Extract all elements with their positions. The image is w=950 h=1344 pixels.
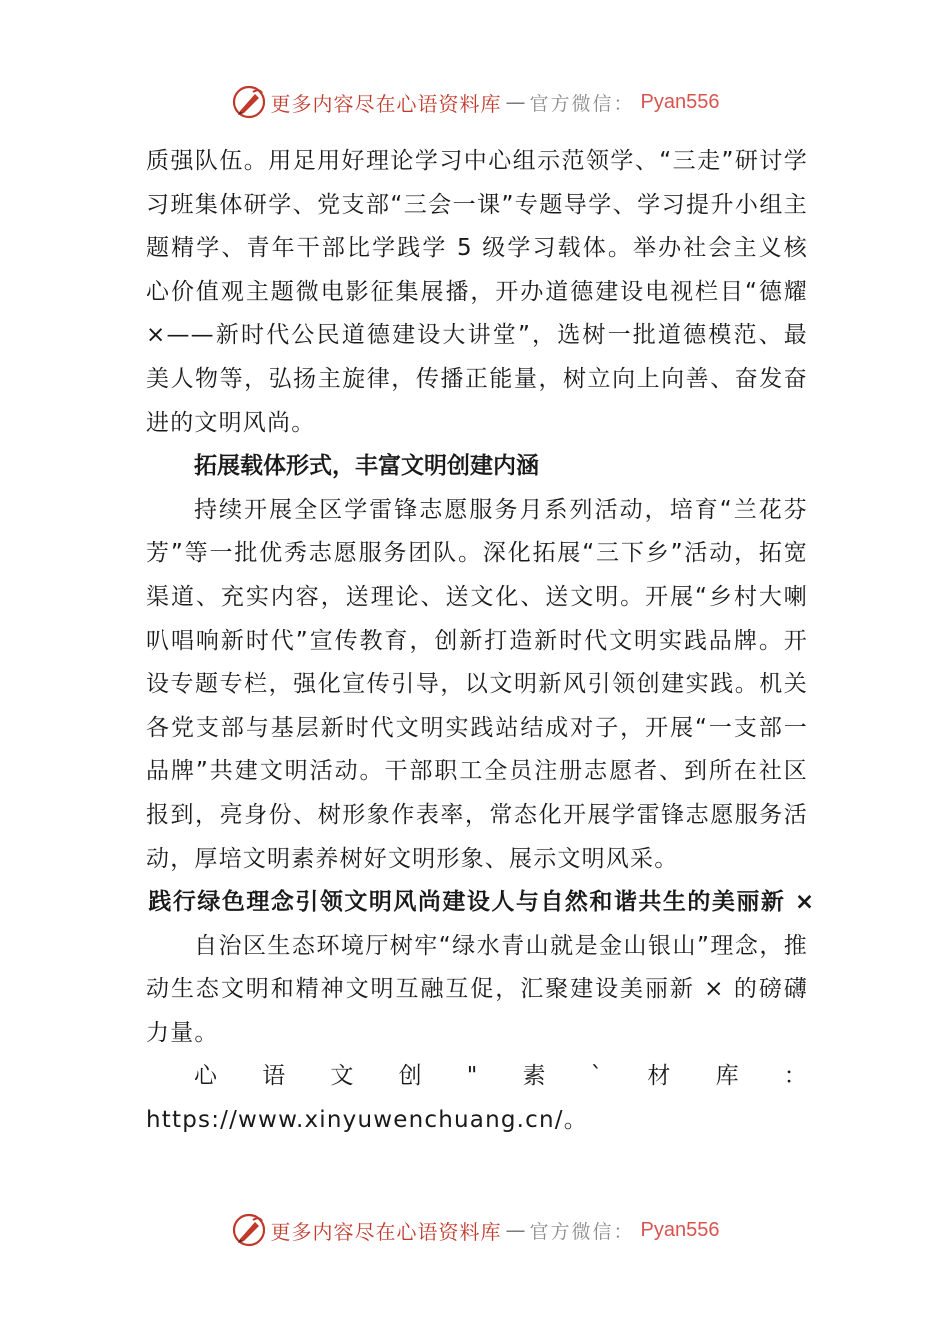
section-title: 践行绿色理念引领文明风尚建设人与自然和谐共生的美丽新 × — [148, 889, 816, 916]
watermark-text: 更多内容尽在心语资料库 — [270, 1219, 502, 1244]
subheading-1: 拓展载体形式，丰富文明创建内涵 — [194, 453, 539, 480]
header-watermark — [0, 82, 950, 122]
document-body — [146, 140, 816, 1143]
paragraph-1: 质强队伍。用足用好理论学习中心组示范领学、“三走”研讨学习班集体研学、党支部“三会一课”专题导学、学习提升小组主题精学、青年干部比学践学 5 级学习载体。举办社会主义核心价值观主题微电影征集展播，开办道德建设电视栏目“德耀 ×——新时代公民道德建设大讲堂”，选树一批道德模范、最美人物等，弘扬主旋律，传播正能量，树立向上向善、奋发奋进的文明风尚。 — [146, 148, 808, 436]
wechat-id: Pyan556 — [640, 1218, 720, 1241]
wechat-id: Pyan556 — [640, 90, 720, 113]
pen-logo-icon — [231, 1212, 267, 1248]
watermark-separator: — — [505, 1218, 526, 1242]
wechat-label: 官方微信： — [529, 92, 635, 115]
footer-watermark — [0, 1210, 950, 1250]
wechat-label: 官方微信： — [529, 1220, 635, 1243]
paragraph-3: 自治区生态环境厅树牢“绿水青山就是金山银山”理念，推动生态文明和精神文明互融互促，汇聚建设美丽新 × 的磅礴力量。 — [146, 932, 808, 1046]
paragraph-2: 持续开展全区学雷锋志愿服务月系列活动，培育“兰花芬芳”等一批优秀志愿服务团队。深化拓展“三下乡”活动，拓宽渠道、充实内容，送理论、送文化、送文明。开展“乡村大喇叭唱响新时代”宣传教育，创新打造新时代文明实践品牌。开设专题专栏，强化宣传引导，以文明新风引领创建实践。机关各党支部与基层新时代文明实践站结成对子，开展“一支部一品牌”共建文明活动。干部职工全员注册志愿者、到所在社区报到，亮身份、树形象作表率，常态化开展学雷锋志愿服务活动，厚培文明素养树好文明形象、展示文明风采。 — [146, 496, 808, 872]
watermark-text: 更多内容尽在心语资料库 — [270, 91, 502, 116]
source-line: 心语文创"素`材库：https://www.xinyuwenchuang.cn/。 — [146, 1063, 808, 1134]
pen-logo-icon — [231, 84, 267, 120]
watermark-separator: — — [505, 90, 526, 114]
